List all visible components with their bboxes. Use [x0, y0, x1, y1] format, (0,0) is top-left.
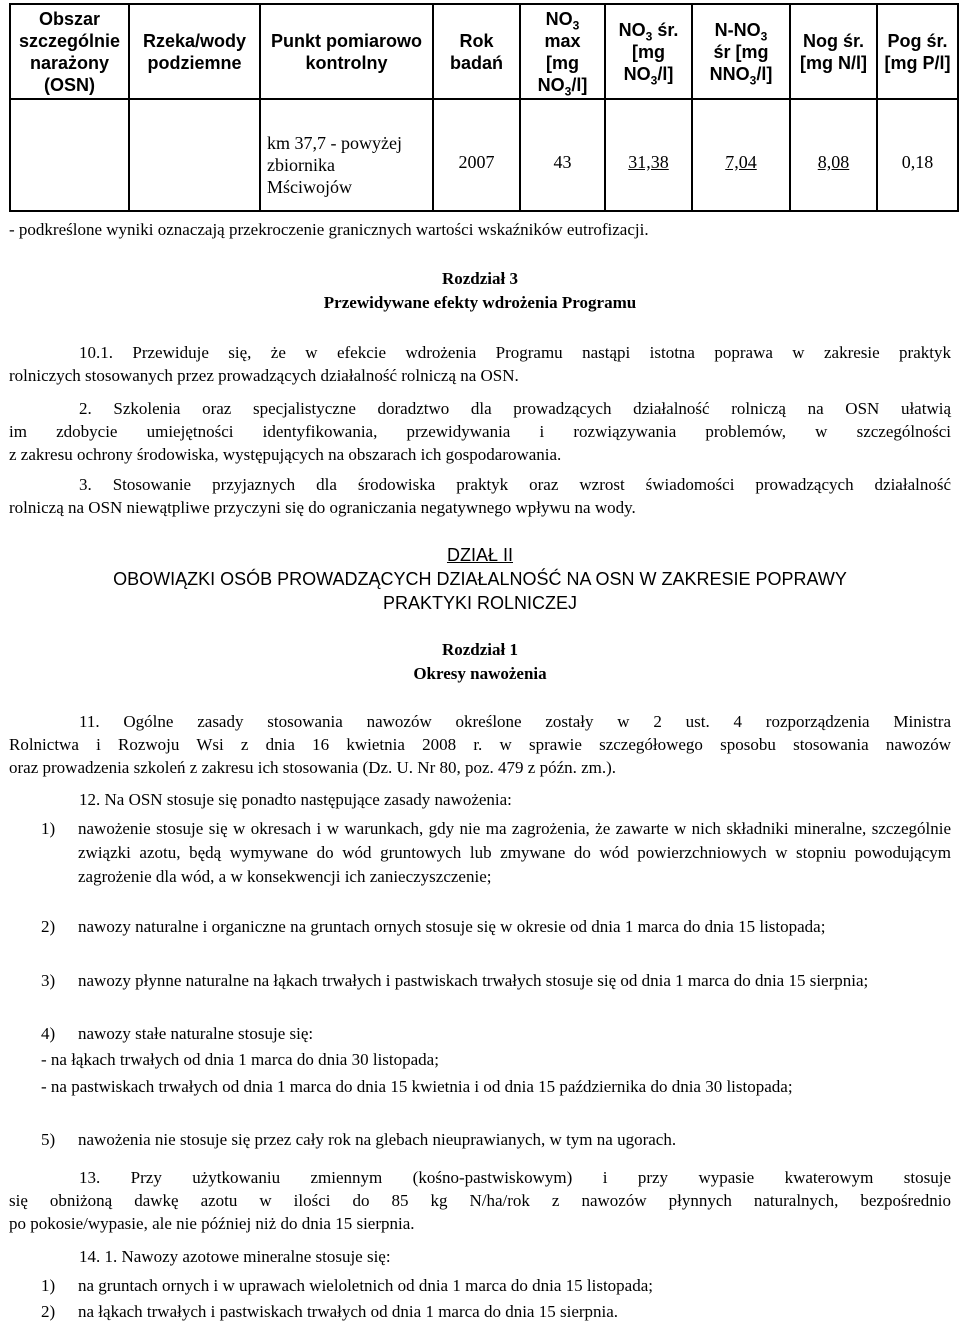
list-item: 1) na gruntach ornych i w uprawach wieloletnich od dnia 1 marca do dnia 15 listopada;: [41, 1276, 653, 1295]
cell-year: 2007: [433, 99, 520, 211]
paragraph-13: 13. Przy użytkowaniu zmiennym (kośno-pastwiskowym) i przy wypasie kwaterowym stosuje się obniżoną dawkę azotu w ilości do 85 kg N/ha/rok z nawozów płynnych naturalnych, bezpośrednio po pokosie/wypasie, ale nie później niż do dnia 15 sierpnia.: [9, 1168, 951, 1233]
cell-osn: [10, 99, 129, 211]
paragraph-10-3: 3. Stosowanie przyjaznych dla środowiska praktyk oraz wzrost świadomości prowadzących działalność rolniczą na OSN niewątpliwe przyczyni się do ograniczania negatywnego wpływu na wody.: [9, 475, 951, 517]
list-item: 1) nawożenie stosuje się w okresach i w warunkach, gdy nie ma zagrożenia, że zawarte w nich składniki mineralne, szczególnie związki azotu, będą wymywane do wód gruntowych lub zmywane do wód powierzchniowych w stopniu powodującym zagrożenie dla wód, a w konsekwencji ich zanieczyszczenie;: [41, 819, 951, 886]
cell-pog-avg: 0,18: [877, 99, 958, 211]
cell-point: km 37,7 - powyżej zbiornika Mściwojów: [260, 99, 433, 211]
section-heading-line1: OBOWIĄZKI OSÓB PROWADZĄCYCH DZIAŁALNOŚĆ NA OSN W ZAKRESIE POPRAWY: [113, 569, 847, 589]
list-item: 2) nawozy naturalne i organiczne na gruntach ornych stosuje się w okresie od dnia 1 marca do dnia 15 listopada;: [41, 917, 826, 936]
paragraph-10-1: 10.1. Przewiduje się, że w efekcie wdrożenia Programu nastąpi istotna poprawa w zakresie praktyk rolniczych stosowanych przez prowadzących działalność rolniczą na OSN.: [9, 343, 951, 385]
paragraph-14-list: [9, 1274, 951, 1326]
nitrate-measurement-table: [9, 3, 959, 212]
chapter1-title: Rozdział 1: [441, 640, 519, 659]
cell-no3-avg: 31,38: [605, 99, 692, 211]
cell-nno3-avg: 7,04: [692, 99, 790, 211]
header-river: Rzeka/wody podziemne: [129, 4, 260, 99]
paragraph-14-intro: 14. 1. Nawozy azotowe mineralne stosuje się:: [79, 1247, 391, 1266]
cell-no3-max: 43: [520, 99, 605, 211]
section-title: DZIAŁ II: [446, 545, 513, 565]
cell-nog-avg: 8,08: [790, 99, 877, 211]
chapter3-title: Rozdział 3: [441, 269, 519, 288]
list-subitem: - na pastwiskach trwałych od dnia 1 marca do dnia 15 kwietnia i od dnia 15 października do dnia 30 listopada;: [41, 1077, 793, 1096]
header-nog-avg: Nog śr. [mg N/l]: [790, 4, 877, 99]
chapter3-subtitle: Przewidywane efekty wdrożenia Programu: [323, 293, 637, 312]
paragraph-12-list: [9, 817, 951, 1153]
cell-river: [129, 99, 260, 211]
list-item: 3) nawozy płynne naturalne na łąkach trwałych i pastwiskach trwałych stosuje się od dnia 1 marca do dnia 15 sierpnia;: [41, 971, 869, 990]
chapter1-subtitle: Okresy nawożenia: [413, 664, 547, 683]
header-nno3-avg: $N-NO_3$ śr [mg $NNO_3/l$]: [692, 4, 790, 99]
table-header-row: [10, 4, 958, 99]
header-osn: Obszar szczególnie narażony (OSN): [10, 4, 129, 99]
header-no3-avg: $NO_3$ śr. [mg $NO_3/l$]: [605, 4, 692, 99]
paragraph-11: 11. Ogólne zasady stosowania nawozów określone zostały w 2 ust. 4 rozporządzenia Ministra Rolnictwa i Rozwoju Wsi z dnia 16 kwietnia 2008 r. w sprawie szczegółowego sposobu stosowania nawozów oraz prowadzenia szkoleń z zakresu ich stosowania (Dz. U. Nr 80, poz. 479 z późn. zm.).: [9, 712, 951, 777]
list-item: 2) na łąkach trwałych i pastwiskach trwałych od dnia 1 marca do dnia 15 sierpnia.: [41, 1302, 619, 1321]
list-item: 4) nawozy stałe naturalne stosuje się:: [41, 1024, 314, 1043]
header-year: Rok badań: [433, 4, 520, 99]
table-row: [10, 99, 958, 211]
section-heading-line2: PRAKTYKI ROLNICZEJ: [382, 593, 578, 613]
header-point: Punkt pomiarowo kontrolny: [260, 4, 433, 99]
header-no3-max: $NO_3$ max [mg $NO_3/l$]: [520, 4, 605, 99]
table-footnote: - podkreślone wyniki oznaczają przekroczenie granicznych wartości wskaźników eutrofizacji.: [9, 220, 649, 239]
list-item: 5) nawożenia nie stosuje się przez cały rok na glebach nieuprawianych, w tym na ugorach.: [41, 1130, 677, 1149]
list-subitem: - na łąkach trwałych od dnia 1 marca do dnia 30 listopada;: [41, 1050, 439, 1069]
paragraph-10-2: 2. Szkolenia oraz specjalistyczne doradztwo dla prowadzących działalność rolniczą na OSN ułatwią im zdobycie umiejętności identyfikowania, przewidywania i rozwiązywania problemów, w szczególności z zakresu ochrony środowiska, występujących na obszarach ich gospodarowania.: [9, 399, 951, 464]
paragraph-12-intro: 12. Na OSN stosuje się ponadto następujące zasady nawożenia:: [79, 790, 512, 809]
header-pog-avg: Pog śr. [mg P/l]: [877, 4, 958, 99]
